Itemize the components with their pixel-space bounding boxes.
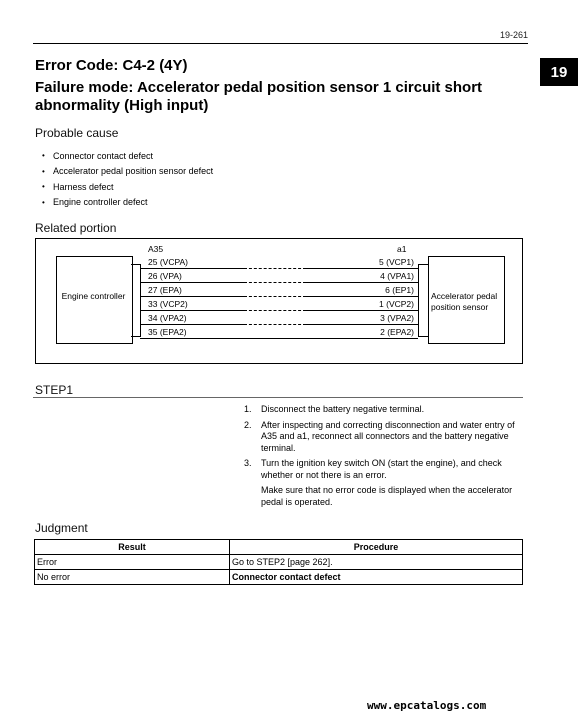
engine-controller-label: Engine controller — [61, 291, 126, 301]
wire-break — [244, 296, 306, 297]
wire-left-pin: 26 (VPA) — [148, 271, 182, 281]
probable-cause-list — [42, 148, 213, 210]
column-header: Procedure — [230, 540, 523, 555]
judgment-heading: Judgment — [35, 521, 88, 535]
step-rule — [33, 397, 523, 398]
wire-break — [244, 268, 306, 269]
bullet-icon: • — [42, 166, 45, 176]
step1-note: Make sure that no error code is displayed when the accelerator pedal is operated. — [261, 485, 513, 507]
probable-cause-heading: Probable cause — [35, 126, 119, 140]
wire-right-pin: 3 (VPA2) — [380, 313, 414, 323]
result-cell: No error — [35, 570, 230, 585]
step1-heading: STEP1 — [35, 383, 74, 397]
connector-a1 — [418, 264, 428, 337]
header-rule — [33, 43, 528, 44]
bullet-icon: • — [42, 197, 45, 207]
list-item: • Connector contact defect — [42, 150, 154, 161]
list-item: 1. Disconnect the battery negative terminal. — [244, 404, 425, 414]
wire-right-pin: 5 (VCP1) — [379, 257, 414, 267]
result-cell: Error — [35, 555, 230, 570]
wire-break — [244, 282, 306, 283]
wire-break — [244, 324, 306, 325]
procedure-cell: Connector contact defect — [230, 570, 523, 585]
bullet-icon: • — [42, 182, 45, 192]
table-header-row — [35, 540, 523, 555]
wire-right-pin: 4 (VPA1) — [380, 271, 414, 281]
section-tab: 19 — [540, 58, 578, 86]
connector-a35 — [131, 264, 141, 337]
footer-watermark-url[interactable]: www.epcatalogs.com — [367, 699, 487, 712]
list-item: 3. Turn the ignition key switch ON (start the engine), and check whether or not there is an error. — [244, 458, 502, 480]
judgment-table — [34, 539, 523, 585]
list-item: • Accelerator pedal position sensor defect — [42, 166, 214, 177]
table-row — [35, 570, 523, 585]
list-item: • Engine controller defect — [42, 197, 148, 208]
wire-right-pin: 1 (VCP2) — [379, 299, 414, 309]
wire-line — [140, 338, 418, 339]
right-connector-name: a1 — [397, 244, 407, 254]
wire-left-pin: 35 (EPA2) — [148, 327, 187, 337]
sensor-label: Accelerator pedal position sensor — [431, 291, 498, 312]
wire-left-pin: 27 (EPA) — [148, 285, 182, 295]
wire-left-pin: 34 (VPA2) — [148, 313, 187, 323]
procedure-cell: Go to STEP2 [page 262]. — [230, 555, 523, 570]
table-row — [35, 555, 523, 570]
page-number: 19-261 — [499, 30, 528, 40]
wire-right-pin: 2 (EPA2) — [380, 327, 414, 337]
step1-instructions — [244, 404, 526, 512]
wire-left-pin: 33 (VCP2) — [148, 299, 188, 309]
wire-right-pin: 6 (EP1) — [385, 285, 414, 295]
error-code-title: Error Code: C4-2 (4Y) — [35, 57, 188, 74]
list-item: 2. After inspecting and correcting disconnection and water entry of A35 and a1, reconnect all connectors and the battery negative terminal. — [244, 419, 515, 453]
bullet-icon: • — [42, 151, 45, 161]
column-header: Result — [35, 540, 230, 555]
left-connector-name: A35 — [148, 244, 164, 254]
list-item: • Harness defect — [42, 181, 114, 192]
wire-break — [244, 310, 306, 311]
related-portion-heading: Related portion — [35, 221, 117, 235]
wire-left-pin: 25 (VCPA) — [148, 257, 188, 267]
failure-mode-title: Failure mode: Accelerator pedal position sensor 1 circuit short abnormality (High input) — [35, 79, 483, 114]
